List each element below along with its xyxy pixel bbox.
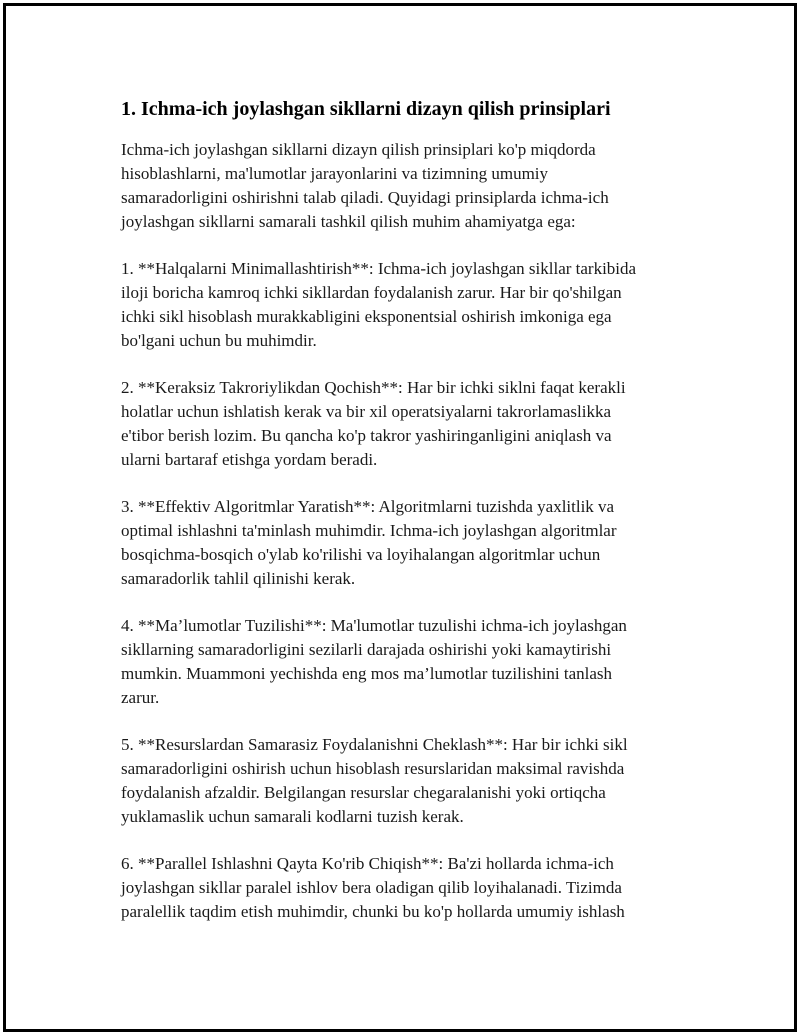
text-line: 3. **Effektiv Algoritmlar Yaratish**: Algoritmlarni tuzishda yaxlitlik va xyxy=(121,497,615,516)
principle-1-paragraph xyxy=(121,257,681,353)
text-line: Ichma-ich joylashgan sikllarni dizayn qilish prinsiplari ko'p miqdorda xyxy=(121,140,596,159)
intro-paragraph xyxy=(121,138,681,234)
text-line: foydalanish afzaldir. Belgilangan resurslar chegaralanishi yoki ortiqcha xyxy=(121,783,606,802)
text-line: joylashgan sikllar paralel ishlov bera oladigan qilib loyihalanadi. Tizimda xyxy=(121,878,622,897)
text-line: 1. **Halqalarni Minimallashtirish**: Ichma-ich joylashgan sikllar tarkibida xyxy=(121,259,637,278)
text-line: 2. **Keraksiz Takroriylikdan Qochish**: Har bir ichki siklni faqat kerakli xyxy=(121,378,626,397)
text-line: samaradorligini oshirish uchun hisoblash resurslaridan maksimal ravishda xyxy=(121,759,625,778)
principle-6-paragraph xyxy=(121,852,681,924)
text-line: optimal ishlashni ta'minlash muhimdir. Ichma-ich joylashgan algoritmlar xyxy=(121,521,617,540)
text-line: bosqichma-bosqich o'ylab ko'rilishi va loyihalangan algoritmlar uchun xyxy=(121,545,601,564)
text-line: paralellik taqdim etish muhimdir, chunki bu ko'p hollarda umumiy ishlash xyxy=(121,902,625,921)
text-line: bo'lgani uchun bu muhimdir. xyxy=(121,331,317,350)
text-line: holatlar uchun ishlatish kerak va bir xil operatsiyalarni takrorlamaslikka xyxy=(121,402,612,421)
text-line: samaradorligini oshirishni talab qiladi. Quyidagi prinsiplarda ichma-ich xyxy=(121,188,609,207)
principle-5-paragraph xyxy=(121,733,681,829)
principle-3-paragraph xyxy=(121,495,681,591)
document-body xyxy=(121,96,681,947)
text-line: 5. **Resurslardan Samarasiz Foydalanishni Cheklash**: Har bir ichki sikl xyxy=(121,735,628,754)
text-line: joylashgan sikllarni samarali tashkil qilish muhim ahamiyatga ega: xyxy=(121,212,576,231)
principle-2-paragraph xyxy=(121,376,681,472)
text-line: yuklamaslik uchun samarali kodlarni tuzish kerak. xyxy=(121,807,464,826)
text-line: hisoblashlarni, ma'lumotlar jarayonlarini va tizimning umumiy xyxy=(121,164,549,183)
principle-4-paragraph xyxy=(121,614,681,710)
text-line: samaradorlik tahlil qilinishi kerak. xyxy=(121,569,356,588)
text-line: iloji boricha kamroq ichki sikllardan foydalanish zarur. Har bir qo'shilgan xyxy=(121,283,622,302)
text-line: ichki sikl hisoblash murakkabligini eksponentsial oshirish imkoniga ega xyxy=(121,307,612,326)
text-line: ularni bartaraf etishga yordam beradi. xyxy=(121,450,378,469)
text-line: 6. **Parallel Ishlashni Qayta Ko'rib Chiqish**: Ba'zi hollarda ichma-ich xyxy=(121,854,614,873)
text-line: 4. **Ma’lumotlar Tuzilishi**: Ma'lumotlar tuzulishi ichma-ich joylashgan xyxy=(121,616,627,635)
document-title: 1. Ichma-ich joylashgan sikllarni dizayn qilish prinsiplari xyxy=(121,98,611,120)
text-line: mumkin. Muammoni yechishda eng mos ma’lumotlar tuzilishini tanlash xyxy=(121,664,613,683)
text-line: e'tibor berish lozim. Bu qancha ko'p takror yashiringanligini aniqlash va xyxy=(121,426,612,445)
text-line: sikllarning samaradorligini sezilarli darajada oshirishi yoki kamaytirishi xyxy=(121,640,612,659)
page-frame xyxy=(3,3,797,1032)
text-line: zarur. xyxy=(121,688,160,707)
